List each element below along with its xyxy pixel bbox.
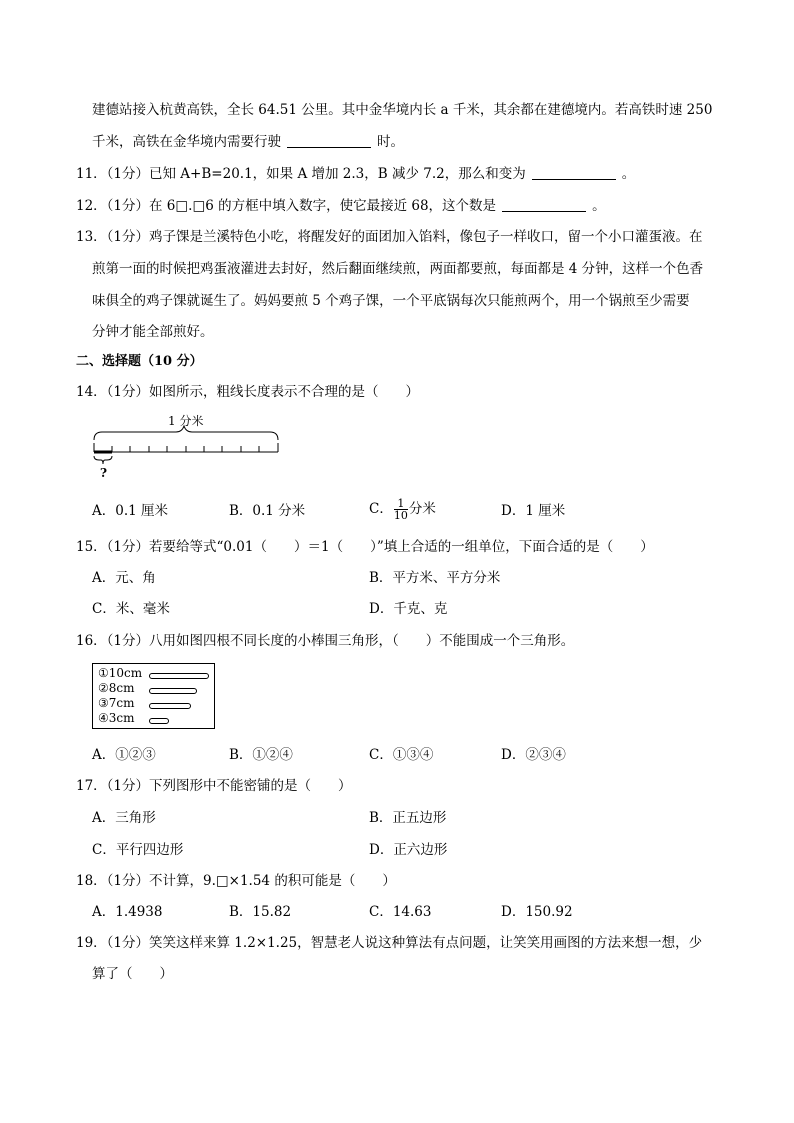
- answer-blank[interactable]: [532, 166, 616, 180]
- ruler-drawing: [90, 410, 290, 482]
- option-c[interactable]: [369, 494, 436, 524]
- option-a[interactable]: A．三角形: [92, 810, 156, 826]
- stick-bar: [149, 718, 169, 724]
- question-15-stem: 15．（1分）若要给等式“0.01（ ）＝1（ ）”填上合适的一组单位，下面合适的是（ ）: [76, 539, 654, 555]
- option-c-prefix: C．: [369, 501, 393, 517]
- answer-blank[interactable]: [287, 134, 371, 148]
- stick-label: ④3cm: [98, 711, 135, 725]
- ruler-question-mark: ?: [100, 466, 108, 480]
- question-18-stem: 18．（1分）不计算，9.□×1.54 的积可能是（ ）: [76, 873, 396, 889]
- stick-row: [98, 711, 135, 725]
- question-17-stem: 17．（1分）下列图形中不能密铺的是（ ）: [76, 778, 352, 794]
- fraction-denominator: 10: [393, 509, 408, 522]
- stick-bar: [149, 688, 197, 694]
- option-d[interactable]: D．150.92: [501, 904, 573, 920]
- stick-bar: [149, 703, 191, 709]
- question-12-text: 12．（1分）在 6□.□6 的方框中填入数字，使它最接近 68，这个数是: [76, 198, 497, 214]
- question-14-stem: 14．（1分）如图所示，粗线长度表示不合理的是（ ）: [76, 384, 420, 400]
- question-19-line1: 19．（1分）笑笑这样来算 1.2×1.25，智慧老人说这种算法有点问题，让笑笑用画图的方法来想一想，少: [76, 935, 703, 951]
- option-c[interactable]: C．①③④: [369, 747, 434, 763]
- question-13-line2: 煎第一面的时候把鸡蛋液灌进去封好，然后翻面继续煎，两面都要煎，每面都是 4 分钟，这样一个色香: [92, 261, 704, 277]
- option-c-suffix: 分米: [408, 501, 436, 517]
- stick-label: ③7cm: [98, 696, 135, 710]
- answer-blank[interactable]: [502, 198, 586, 212]
- question-13-line3: 味俱全的鸡子馃就诞生了。妈妈要煎 5 个鸡子馃，一个平底锅每次只能煎两个，用一个锅煎至少需要: [92, 293, 690, 309]
- sticks-figure: [92, 663, 215, 729]
- stick-row: [98, 681, 135, 695]
- question-11-text: 11．（1分）已知 A+B=20.1，如果 A 增加 2.3，B 减少 7.2，那么和变为: [76, 166, 526, 182]
- q10-line1: 建德站接入杭黄高铁，全长 64.51 公里。其中金华境内长 a 千米，其余都在建德境内。若高铁时速 250: [92, 102, 713, 118]
- stick-row: [98, 696, 135, 710]
- question-19-line2: 算了（ ）: [92, 966, 173, 982]
- question-12-end: 。: [592, 198, 606, 214]
- option-a[interactable]: A．0.1 厘米: [92, 503, 169, 519]
- option-b[interactable]: B．0.1 分米: [229, 503, 306, 519]
- option-a[interactable]: A．1.4938: [92, 904, 163, 920]
- ruler-figure: [90, 410, 290, 482]
- q10-line2-text: 千米，高铁在金华境内需要行驶: [92, 134, 281, 150]
- stick-label: ②8cm: [98, 681, 135, 695]
- question-12: [76, 197, 606, 215]
- option-d[interactable]: D．正六边形: [369, 842, 448, 858]
- question-13-line4: 分钟才能全部煎好。: [92, 324, 214, 340]
- option-b[interactable]: B．平方米、平方分米: [369, 570, 501, 586]
- question-16-stem: 16．（1分）八用如图四根不同长度的小棒围三角形，（ ）不能围成一个三角形。: [76, 633, 575, 649]
- option-c[interactable]: C．米、毫米: [92, 601, 170, 617]
- stick-row: [98, 666, 142, 680]
- ruler-label: 1 分米: [168, 414, 204, 428]
- option-d[interactable]: D．1 厘米: [501, 503, 566, 519]
- stick-bar: [149, 673, 209, 679]
- fraction-numerator: 1: [394, 498, 408, 510]
- q10-line2: [92, 133, 404, 151]
- option-c[interactable]: C．14.63: [369, 904, 432, 920]
- q10-line2-end: 时。: [377, 134, 404, 150]
- question-11: [76, 165, 635, 183]
- stick-label: ①10cm: [98, 666, 143, 680]
- question-11-end: 。: [621, 166, 636, 182]
- option-a[interactable]: A．①②③: [92, 747, 156, 763]
- option-b[interactable]: B．①②④: [229, 747, 293, 763]
- fraction: [394, 498, 408, 521]
- option-a[interactable]: A．元、角: [92, 570, 156, 586]
- option-d[interactable]: D．②③④: [501, 747, 566, 763]
- section-title: 二、选择题（10 分）: [76, 354, 203, 369]
- option-b[interactable]: B．15.82: [229, 904, 292, 920]
- question-13-line1: 13．（1分）鸡子馃是兰溪特色小吃，将醒发好的面团加入馅料，像包子一样收口，留一个小口灌蛋液。在: [76, 229, 703, 245]
- option-c[interactable]: C．平行四边形: [92, 842, 184, 858]
- option-d[interactable]: D．千克、克: [369, 601, 448, 617]
- option-b[interactable]: B．正五边形: [369, 810, 447, 826]
